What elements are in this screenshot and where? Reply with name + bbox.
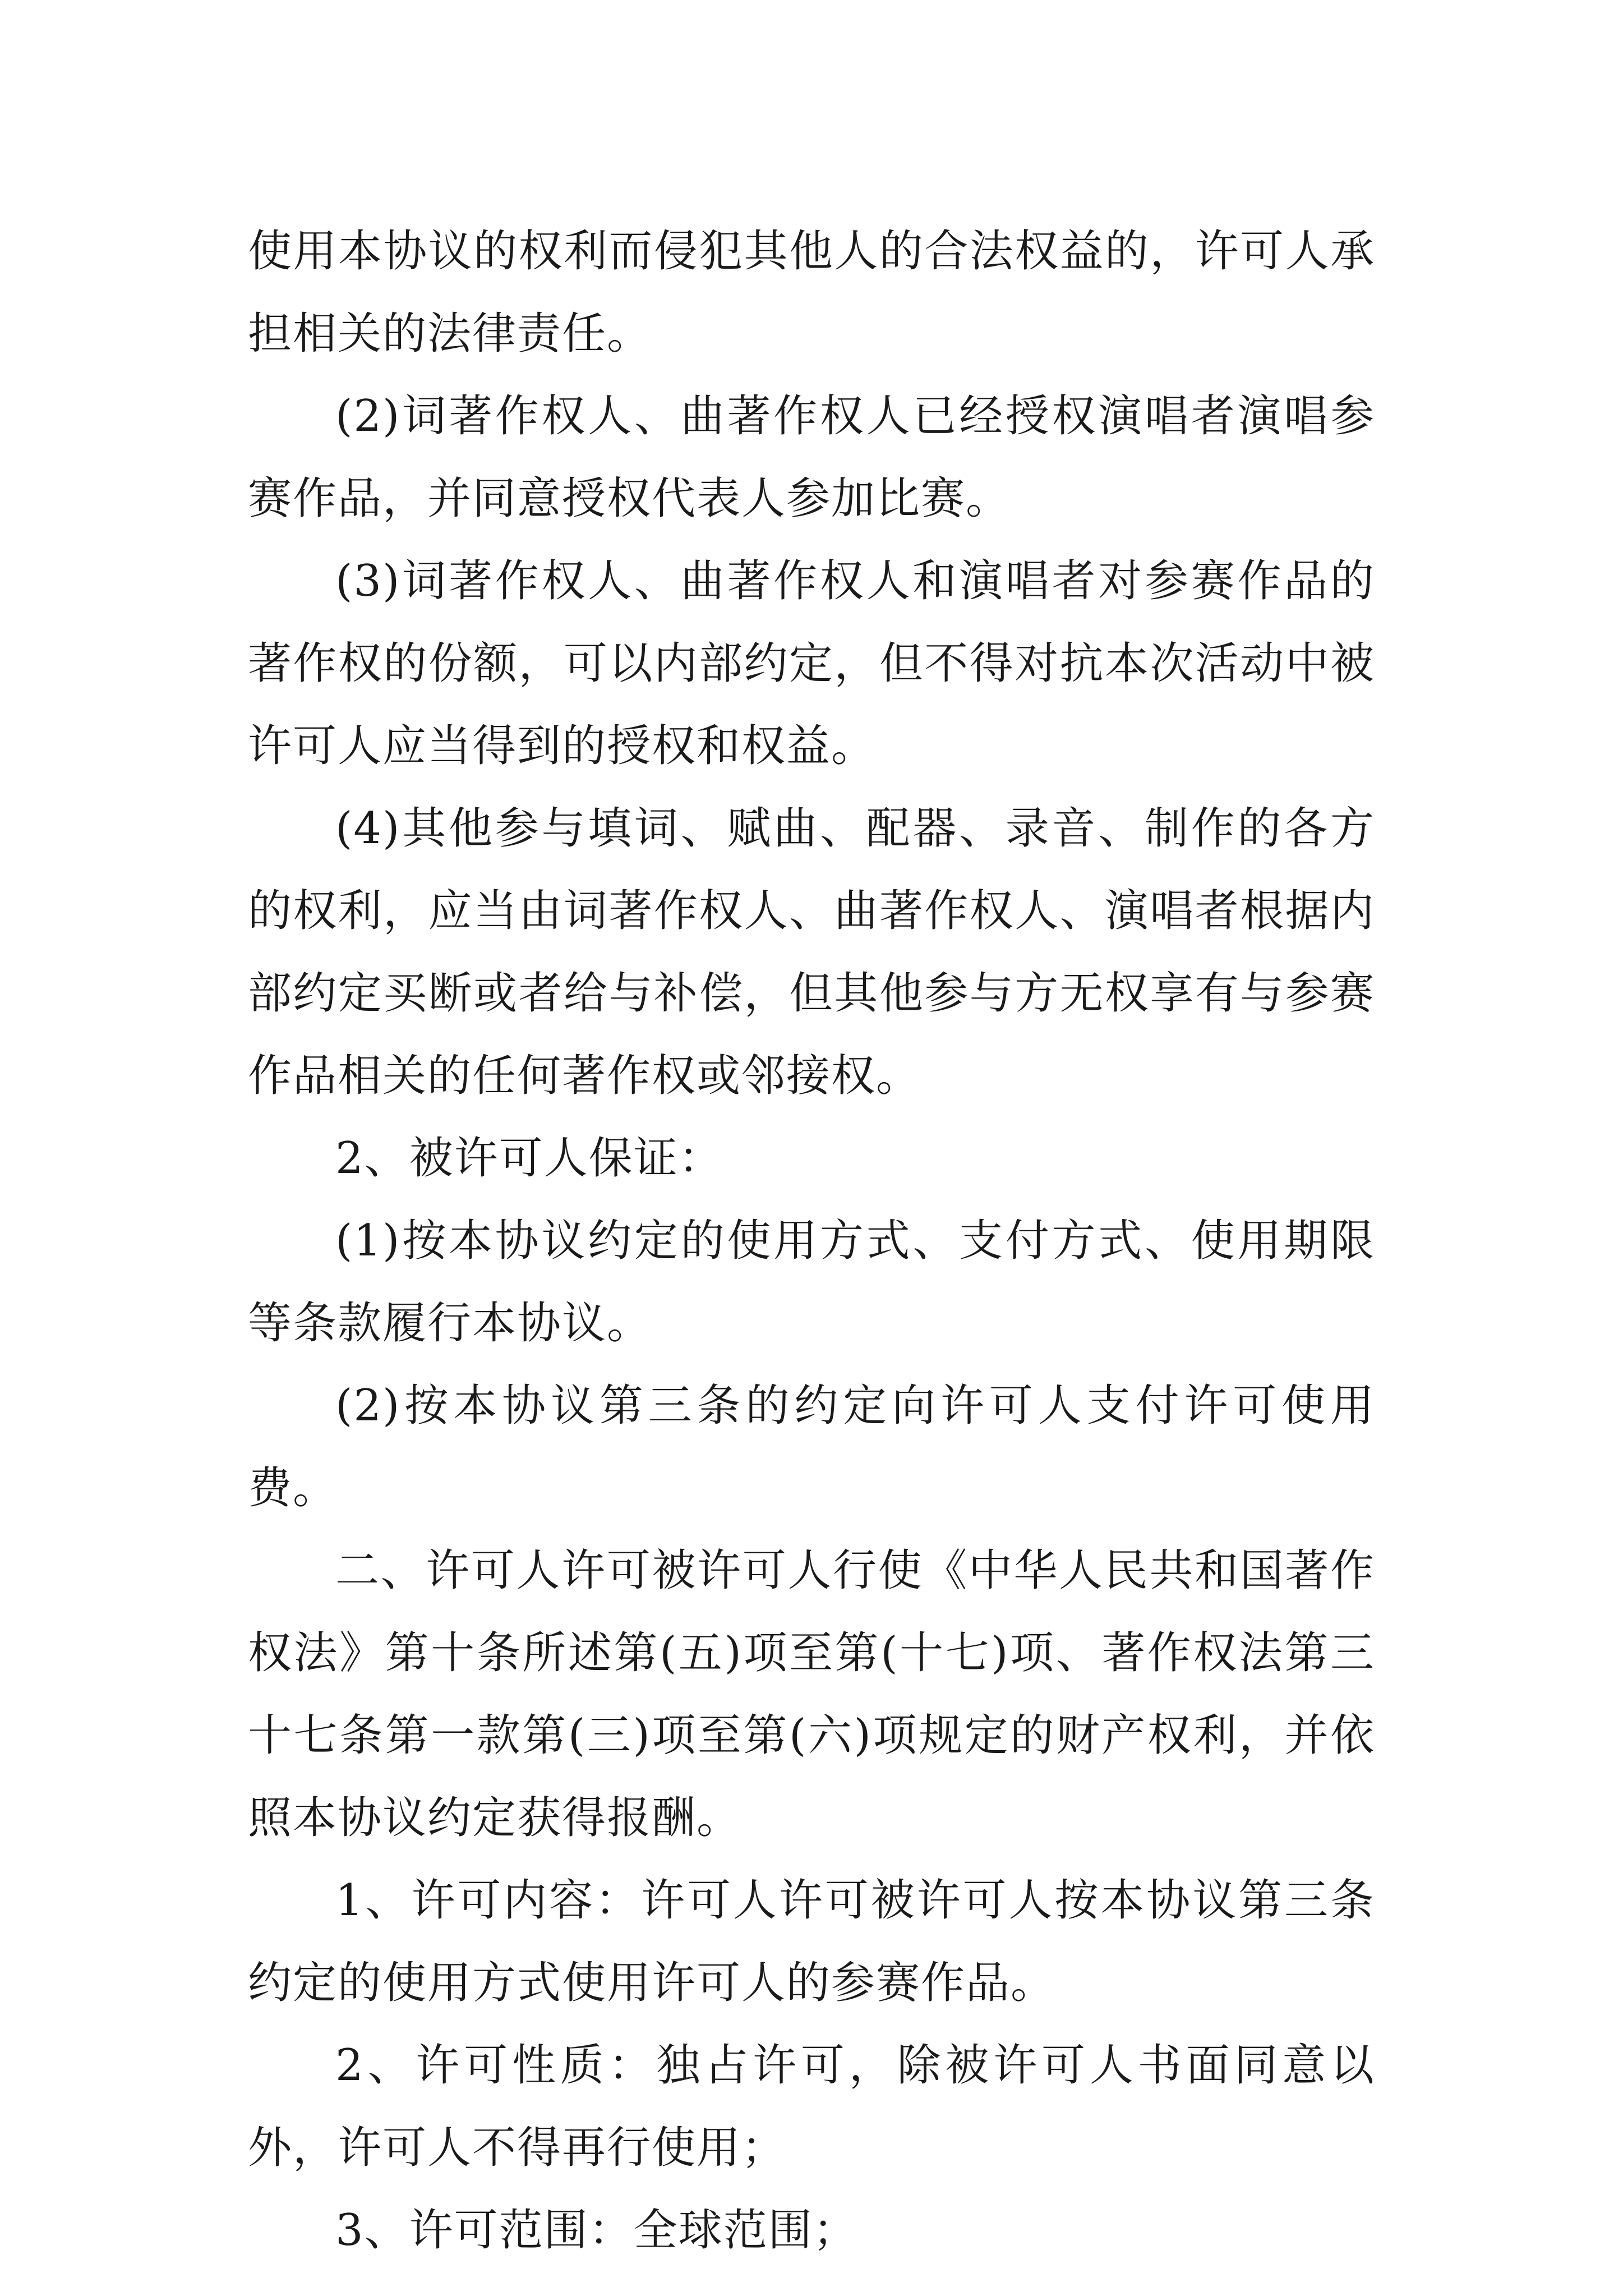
paragraph-clause-1-4: (4)其他参与填词、赋曲、配器、录音、制作的各方的权利，应当由词著作权人、曲著作权人、演唱者根据内部约定买断或者给与补偿，但其他参与方无权享有与参赛作品相关的任何著作权或邻接权。 bbox=[248, 803, 1375, 1101]
paragraph-clause-1-2: (2)词著作权人、曲著作权人已经授权演唱者演唱参赛作品，并同意授权代表人参加比赛。 bbox=[248, 391, 1375, 524]
paragraph-continuation: 使用本协议的权利而侵犯其他人的合法权益的，许可人承担相关的法律责任。 bbox=[248, 226, 1375, 359]
paragraph-clause-2-1: (1)按本协议约定的使用方式、支付方式、使用期限等条款履行本协议。 bbox=[248, 1216, 1375, 1349]
paragraph-license-scope: 3、许可范围：全球范围； bbox=[335, 2205, 858, 2256]
paragraph-section-two: 二、许可人许可被许可人行使《中华人民共和国著作权法》第十条所述第(五)项至第(十七)项、著作权法第三十七条第一款第(三)项至第(六)项规定的财产权利，并依照本协议约定获得报酬。 bbox=[248, 1545, 1375, 1843]
paragraph-license-nature: 2、许可性质：独占许可，除被许可人书面同意以外，许可人不得再行使用； bbox=[248, 2040, 1375, 2173]
paragraph-clause-2-2: (2)按本协议第三条的约定向许可人支付许可使用费。 bbox=[248, 1381, 1375, 1513]
paragraph-clause-1-3: (3)词著作权人、曲著作权人和演唱者对参赛作品的著作权的份额，可以内部约定，但不得对抗本次活动中被许可人应当得到的授权和权益。 bbox=[248, 556, 1375, 771]
paragraph-licensee-guarantee-heading: 2、被许可人保证： bbox=[335, 1133, 723, 1184]
document-body bbox=[248, 210, 1375, 2272]
paragraph-license-content: 1、许可内容：许可人许可被许可人按本协议第三条约定的使用方式使用许可人的参赛作品。 bbox=[248, 1875, 1375, 2008]
